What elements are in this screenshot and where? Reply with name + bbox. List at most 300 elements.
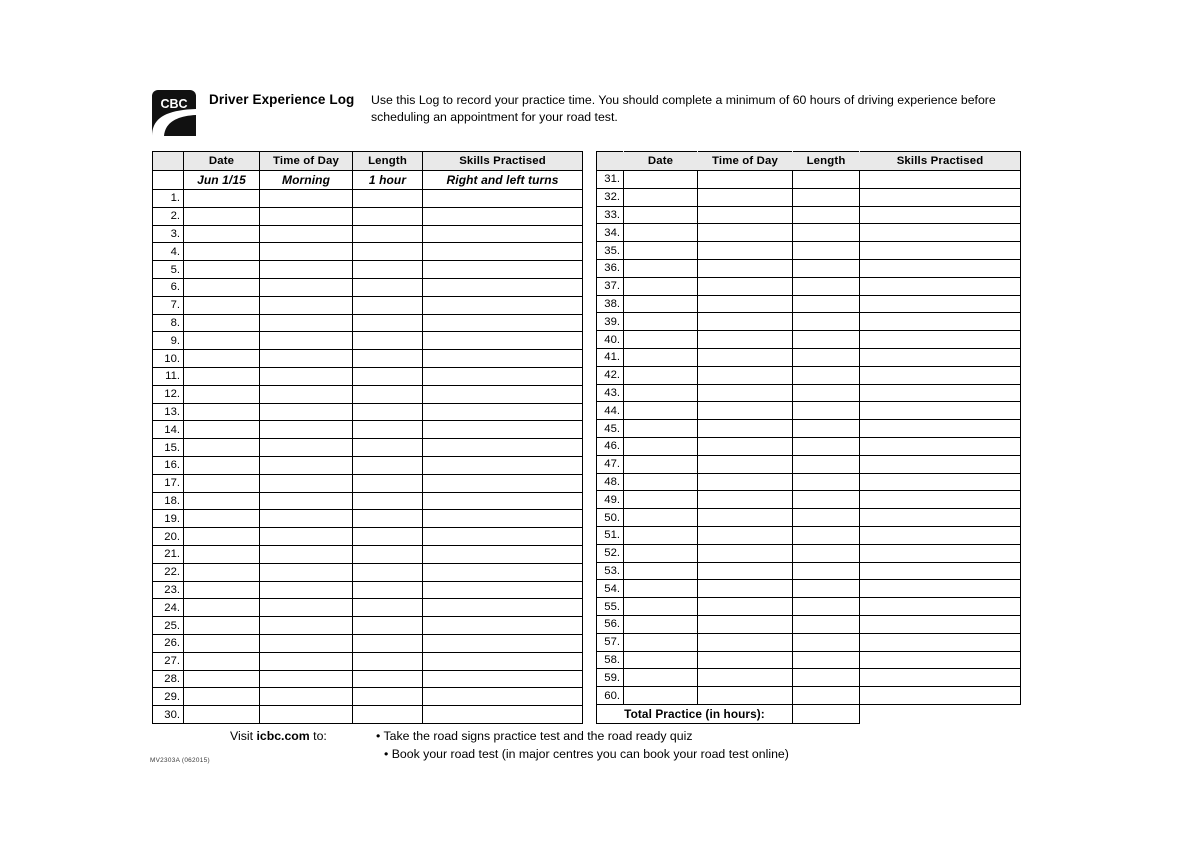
date-cell[interactable] bbox=[624, 687, 698, 705]
time-cell[interactable] bbox=[260, 278, 353, 296]
date-cell[interactable] bbox=[624, 598, 698, 616]
date-cell[interactable] bbox=[184, 599, 260, 617]
length-cell[interactable] bbox=[793, 206, 860, 224]
time-cell[interactable] bbox=[698, 348, 793, 366]
time-cell[interactable] bbox=[698, 437, 793, 455]
date-cell[interactable] bbox=[184, 492, 260, 510]
date-cell[interactable] bbox=[184, 563, 260, 581]
skills-cell[interactable] bbox=[860, 509, 1021, 527]
header-length: Length bbox=[353, 152, 423, 171]
time-cell[interactable] bbox=[260, 225, 353, 243]
length-cell[interactable] bbox=[353, 278, 423, 296]
length-cell[interactable] bbox=[793, 509, 860, 527]
length-cell[interactable] bbox=[793, 437, 860, 455]
length-cell[interactable] bbox=[793, 384, 860, 402]
length-cell[interactable] bbox=[353, 599, 423, 617]
date-cell[interactable] bbox=[624, 580, 698, 598]
date-cell[interactable] bbox=[624, 331, 698, 349]
row-number: 19. bbox=[153, 510, 184, 528]
skills-cell[interactable] bbox=[860, 615, 1021, 633]
skills-cell[interactable] bbox=[423, 225, 583, 243]
time-cell[interactable] bbox=[698, 509, 793, 527]
time-cell[interactable] bbox=[260, 314, 353, 332]
length-cell[interactable] bbox=[793, 188, 860, 206]
skills-cell[interactable] bbox=[423, 190, 583, 208]
length-cell[interactable] bbox=[353, 243, 423, 261]
date-cell[interactable] bbox=[624, 313, 698, 331]
time-cell[interactable] bbox=[698, 615, 793, 633]
table-row bbox=[597, 509, 1021, 527]
skills-cell[interactable] bbox=[423, 581, 583, 599]
skills-cell[interactable] bbox=[423, 706, 583, 724]
skills-cell[interactable] bbox=[423, 243, 583, 261]
length-cell[interactable] bbox=[353, 563, 423, 581]
date-cell[interactable] bbox=[624, 259, 698, 277]
date-cell[interactable] bbox=[624, 171, 698, 189]
date-cell[interactable] bbox=[624, 455, 698, 473]
table-row bbox=[597, 402, 1021, 420]
table-row bbox=[597, 295, 1021, 313]
date-cell[interactable] bbox=[184, 261, 260, 279]
date-cell[interactable] bbox=[624, 615, 698, 633]
length-cell[interactable] bbox=[353, 261, 423, 279]
time-cell[interactable] bbox=[260, 367, 353, 385]
table-row bbox=[597, 437, 1021, 455]
date-cell[interactable] bbox=[184, 670, 260, 688]
skills-cell[interactable] bbox=[423, 207, 583, 225]
date-cell[interactable] bbox=[184, 510, 260, 528]
date-cell[interactable] bbox=[624, 544, 698, 562]
row-number: 42. bbox=[597, 366, 624, 384]
time-cell[interactable] bbox=[260, 332, 353, 350]
length-cell[interactable] bbox=[793, 580, 860, 598]
length-cell[interactable] bbox=[353, 296, 423, 314]
skills-cell[interactable] bbox=[423, 278, 583, 296]
time-cell[interactable] bbox=[260, 581, 353, 599]
date-cell[interactable] bbox=[184, 706, 260, 724]
date-cell[interactable] bbox=[624, 242, 698, 260]
skills-cell[interactable] bbox=[423, 403, 583, 421]
date-cell[interactable] bbox=[184, 207, 260, 225]
skills-cell[interactable] bbox=[423, 528, 583, 546]
time-cell[interactable] bbox=[698, 580, 793, 598]
length-cell[interactable] bbox=[353, 706, 423, 724]
skills-cell[interactable] bbox=[860, 348, 1021, 366]
logo-text: CBC bbox=[160, 97, 188, 111]
time-cell[interactable] bbox=[260, 403, 353, 421]
table-row bbox=[153, 421, 583, 439]
skills-cell[interactable] bbox=[860, 633, 1021, 651]
time-cell[interactable] bbox=[698, 171, 793, 189]
skills-cell[interactable] bbox=[423, 599, 583, 617]
date-cell[interactable] bbox=[184, 190, 260, 208]
skills-cell[interactable] bbox=[860, 580, 1021, 598]
length-cell[interactable] bbox=[353, 528, 423, 546]
skills-cell[interactable] bbox=[860, 455, 1021, 473]
date-cell[interactable] bbox=[184, 617, 260, 635]
time-cell[interactable] bbox=[698, 526, 793, 544]
date-cell[interactable] bbox=[184, 332, 260, 350]
visit-prefix: Visit bbox=[230, 729, 257, 743]
length-cell[interactable] bbox=[793, 224, 860, 242]
time-cell[interactable] bbox=[260, 385, 353, 403]
time-cell[interactable] bbox=[260, 617, 353, 635]
table-body-left bbox=[153, 171, 583, 724]
row-number: 7. bbox=[153, 296, 184, 314]
row-number: 1. bbox=[153, 190, 184, 208]
skills-cell[interactable] bbox=[860, 526, 1021, 544]
date-cell[interactable] bbox=[184, 243, 260, 261]
time-cell[interactable] bbox=[260, 421, 353, 439]
date-cell[interactable] bbox=[624, 420, 698, 438]
length-cell[interactable] bbox=[793, 313, 860, 331]
length-cell[interactable] bbox=[353, 617, 423, 635]
example-row bbox=[153, 171, 583, 190]
date-cell[interactable] bbox=[184, 350, 260, 368]
skills-cell[interactable] bbox=[860, 366, 1021, 384]
time-cell[interactable] bbox=[698, 491, 793, 509]
header-row bbox=[597, 152, 1021, 171]
skills-cell[interactable] bbox=[860, 277, 1021, 295]
time-cell[interactable] bbox=[260, 563, 353, 581]
table-row bbox=[153, 581, 583, 599]
time-cell[interactable] bbox=[698, 313, 793, 331]
date-cell[interactable] bbox=[624, 651, 698, 669]
length-cell[interactable] bbox=[793, 598, 860, 616]
time-cell[interactable] bbox=[260, 492, 353, 510]
length-cell[interactable] bbox=[353, 474, 423, 492]
length-cell[interactable] bbox=[353, 385, 423, 403]
length-cell[interactable] bbox=[793, 651, 860, 669]
skills-cell[interactable] bbox=[860, 331, 1021, 349]
time-cell[interactable] bbox=[698, 188, 793, 206]
date-cell[interactable] bbox=[184, 385, 260, 403]
date-cell[interactable] bbox=[624, 473, 698, 491]
time-cell[interactable] bbox=[698, 633, 793, 651]
skills-cell[interactable] bbox=[423, 261, 583, 279]
time-cell[interactable] bbox=[698, 224, 793, 242]
row-number: 52. bbox=[597, 544, 624, 562]
row-number: 57. bbox=[597, 633, 624, 651]
length-cell[interactable] bbox=[793, 491, 860, 509]
table-row bbox=[153, 634, 583, 652]
time-cell[interactable] bbox=[260, 652, 353, 670]
length-cell[interactable] bbox=[353, 652, 423, 670]
length-cell[interactable] bbox=[353, 439, 423, 457]
length-cell[interactable] bbox=[793, 455, 860, 473]
time-cell[interactable] bbox=[260, 510, 353, 528]
table-row bbox=[597, 259, 1021, 277]
length-cell[interactable] bbox=[793, 171, 860, 189]
skills-cell[interactable] bbox=[423, 439, 583, 457]
table-row bbox=[597, 473, 1021, 491]
skills-cell[interactable] bbox=[423, 456, 583, 474]
date-cell[interactable] bbox=[624, 384, 698, 402]
date-cell[interactable] bbox=[184, 367, 260, 385]
skills-cell[interactable] bbox=[423, 474, 583, 492]
footer-bullet-2: • Book your road test (in major centres you can book your road test online) bbox=[384, 747, 789, 761]
length-cell[interactable] bbox=[793, 544, 860, 562]
time-cell[interactable] bbox=[698, 687, 793, 705]
date-cell[interactable] bbox=[184, 545, 260, 563]
skills-cell[interactable] bbox=[423, 617, 583, 635]
time-cell[interactable] bbox=[260, 545, 353, 563]
practice-log-table-left bbox=[152, 151, 583, 724]
skills-cell[interactable] bbox=[860, 651, 1021, 669]
date-cell[interactable] bbox=[624, 509, 698, 527]
date-cell[interactable] bbox=[184, 688, 260, 706]
time-cell[interactable] bbox=[698, 206, 793, 224]
time-cell[interactable] bbox=[698, 669, 793, 687]
time-cell[interactable] bbox=[698, 295, 793, 313]
length-cell[interactable] bbox=[793, 331, 860, 349]
time-cell[interactable] bbox=[260, 243, 353, 261]
header-date: Date bbox=[184, 152, 260, 171]
table-row bbox=[153, 599, 583, 617]
row-number: 58. bbox=[597, 651, 624, 669]
length-cell[interactable] bbox=[793, 633, 860, 651]
date-cell[interactable] bbox=[624, 491, 698, 509]
length-cell[interactable] bbox=[353, 670, 423, 688]
table-row bbox=[153, 278, 583, 296]
time-cell[interactable] bbox=[260, 350, 353, 368]
skills-cell[interactable] bbox=[860, 242, 1021, 260]
row-number: 20. bbox=[153, 528, 184, 546]
date-cell[interactable] bbox=[624, 437, 698, 455]
length-cell[interactable] bbox=[353, 190, 423, 208]
length-cell[interactable] bbox=[353, 634, 423, 652]
date-cell[interactable] bbox=[624, 348, 698, 366]
skills-cell[interactable] bbox=[423, 350, 583, 368]
time-cell[interactable] bbox=[260, 474, 353, 492]
length-cell[interactable] bbox=[793, 277, 860, 295]
skills-cell[interactable] bbox=[423, 563, 583, 581]
skills-cell[interactable] bbox=[423, 421, 583, 439]
time-cell[interactable] bbox=[260, 207, 353, 225]
date-cell[interactable] bbox=[184, 581, 260, 599]
date-cell[interactable] bbox=[624, 295, 698, 313]
time-cell[interactable] bbox=[698, 562, 793, 580]
time-cell[interactable] bbox=[698, 259, 793, 277]
skills-cell[interactable] bbox=[860, 669, 1021, 687]
length-cell[interactable] bbox=[353, 314, 423, 332]
length-cell[interactable] bbox=[793, 259, 860, 277]
length-cell[interactable] bbox=[793, 420, 860, 438]
skills-cell[interactable] bbox=[860, 544, 1021, 562]
row-number: 36. bbox=[597, 259, 624, 277]
row-number: 13. bbox=[153, 403, 184, 421]
length-cell[interactable] bbox=[793, 402, 860, 420]
time-cell[interactable] bbox=[260, 634, 353, 652]
date-cell[interactable] bbox=[624, 206, 698, 224]
row-number: 21. bbox=[153, 545, 184, 563]
date-cell[interactable] bbox=[624, 562, 698, 580]
length-cell[interactable] bbox=[793, 615, 860, 633]
length-cell[interactable] bbox=[353, 456, 423, 474]
skills-cell[interactable] bbox=[860, 224, 1021, 242]
skills-cell[interactable] bbox=[423, 385, 583, 403]
skills-cell[interactable] bbox=[860, 402, 1021, 420]
table-row bbox=[597, 526, 1021, 544]
row-number: 33. bbox=[597, 206, 624, 224]
table-row bbox=[153, 652, 583, 670]
length-cell[interactable] bbox=[793, 366, 860, 384]
date-cell[interactable] bbox=[184, 225, 260, 243]
time-cell[interactable] bbox=[698, 366, 793, 384]
length-cell[interactable] bbox=[353, 581, 423, 599]
time-cell[interactable] bbox=[698, 473, 793, 491]
skills-cell[interactable] bbox=[860, 562, 1021, 580]
time-cell[interactable] bbox=[260, 261, 353, 279]
length-cell[interactable] bbox=[353, 492, 423, 510]
length-cell[interactable] bbox=[793, 242, 860, 260]
row-number: 47. bbox=[597, 455, 624, 473]
time-cell[interactable] bbox=[698, 277, 793, 295]
time-cell[interactable] bbox=[698, 598, 793, 616]
time-cell[interactable] bbox=[698, 544, 793, 562]
time-cell[interactable] bbox=[260, 190, 353, 208]
length-cell[interactable] bbox=[353, 332, 423, 350]
date-cell[interactable] bbox=[184, 439, 260, 457]
table-row bbox=[153, 296, 583, 314]
skills-cell[interactable] bbox=[860, 295, 1021, 313]
row-number: 26. bbox=[153, 634, 184, 652]
skills-cell[interactable] bbox=[860, 491, 1021, 509]
skills-cell[interactable] bbox=[860, 259, 1021, 277]
row-number: 9. bbox=[153, 332, 184, 350]
date-cell[interactable] bbox=[184, 296, 260, 314]
date-cell[interactable] bbox=[624, 188, 698, 206]
time-cell[interactable] bbox=[698, 455, 793, 473]
row-number: 54. bbox=[597, 580, 624, 598]
skills-cell[interactable] bbox=[860, 687, 1021, 705]
row-number: 5. bbox=[153, 261, 184, 279]
row-number: 60. bbox=[597, 687, 624, 705]
length-cell[interactable] bbox=[353, 421, 423, 439]
date-cell[interactable] bbox=[184, 314, 260, 332]
skills-cell[interactable] bbox=[860, 598, 1021, 616]
length-cell[interactable] bbox=[353, 207, 423, 225]
date-cell[interactable] bbox=[184, 278, 260, 296]
date-cell[interactable] bbox=[184, 421, 260, 439]
skills-cell[interactable] bbox=[423, 545, 583, 563]
time-cell[interactable] bbox=[260, 688, 353, 706]
date-cell[interactable] bbox=[184, 634, 260, 652]
length-cell[interactable] bbox=[353, 403, 423, 421]
time-cell[interactable] bbox=[260, 599, 353, 617]
length-cell[interactable] bbox=[353, 350, 423, 368]
length-cell[interactable] bbox=[793, 687, 860, 705]
time-cell[interactable] bbox=[698, 420, 793, 438]
date-cell[interactable] bbox=[624, 669, 698, 687]
skills-cell[interactable] bbox=[423, 634, 583, 652]
length-cell[interactable] bbox=[353, 225, 423, 243]
skills-cell[interactable] bbox=[860, 420, 1021, 438]
date-cell[interactable] bbox=[184, 403, 260, 421]
time-cell[interactable] bbox=[698, 331, 793, 349]
skills-cell[interactable] bbox=[423, 332, 583, 350]
table-row bbox=[597, 580, 1021, 598]
time-cell[interactable] bbox=[260, 706, 353, 724]
document-header bbox=[152, 88, 1032, 140]
skills-cell[interactable] bbox=[860, 313, 1021, 331]
row-number: 6. bbox=[153, 278, 184, 296]
time-cell[interactable] bbox=[698, 384, 793, 402]
date-cell[interactable] bbox=[184, 528, 260, 546]
skills-cell[interactable] bbox=[423, 670, 583, 688]
date-cell[interactable] bbox=[184, 652, 260, 670]
header-date: Date bbox=[624, 152, 698, 171]
table-row bbox=[153, 439, 583, 457]
row-number: 56. bbox=[597, 615, 624, 633]
table-head-left bbox=[153, 152, 583, 171]
length-cell[interactable] bbox=[793, 348, 860, 366]
skills-cell[interactable] bbox=[423, 367, 583, 385]
table-head-right bbox=[597, 152, 1021, 171]
length-cell[interactable] bbox=[353, 545, 423, 563]
skills-cell[interactable] bbox=[423, 652, 583, 670]
row-number: 11. bbox=[153, 367, 184, 385]
time-cell[interactable] bbox=[698, 242, 793, 260]
length-cell[interactable] bbox=[353, 688, 423, 706]
time-cell[interactable] bbox=[698, 651, 793, 669]
length-cell[interactable] bbox=[793, 526, 860, 544]
length-cell[interactable] bbox=[353, 367, 423, 385]
total-practice-value[interactable] bbox=[793, 704, 860, 723]
row-number: 31. bbox=[597, 171, 624, 189]
skills-cell[interactable] bbox=[423, 314, 583, 332]
date-cell[interactable] bbox=[184, 456, 260, 474]
time-cell[interactable] bbox=[260, 439, 353, 457]
time-cell[interactable] bbox=[260, 528, 353, 546]
skills-cell[interactable] bbox=[423, 492, 583, 510]
skills-cell[interactable] bbox=[423, 510, 583, 528]
time-cell[interactable] bbox=[260, 670, 353, 688]
length-cell[interactable] bbox=[793, 669, 860, 687]
time-cell[interactable] bbox=[260, 296, 353, 314]
skills-cell[interactable] bbox=[860, 437, 1021, 455]
length-cell[interactable] bbox=[793, 295, 860, 313]
date-cell[interactable] bbox=[624, 402, 698, 420]
date-cell[interactable] bbox=[184, 474, 260, 492]
date-cell[interactable] bbox=[624, 633, 698, 651]
skills-cell[interactable] bbox=[860, 384, 1021, 402]
footer-bullet-1: • Take the road signs practice test and the road ready quiz bbox=[376, 729, 693, 743]
time-cell[interactable] bbox=[260, 456, 353, 474]
total-practice-label: Total Practice (in hours): bbox=[597, 704, 793, 723]
table-row bbox=[153, 190, 583, 208]
length-cell[interactable] bbox=[793, 473, 860, 491]
length-cell[interactable] bbox=[353, 510, 423, 528]
header-row bbox=[153, 152, 583, 171]
skills-cell[interactable] bbox=[860, 473, 1021, 491]
skills-cell[interactable] bbox=[860, 171, 1021, 189]
row-number: 55. bbox=[597, 598, 624, 616]
row-number: 25. bbox=[153, 617, 184, 635]
date-cell[interactable] bbox=[624, 277, 698, 295]
table-row bbox=[153, 545, 583, 563]
skills-cell[interactable] bbox=[860, 188, 1021, 206]
icbc-website-link[interactable]: icbc.com bbox=[256, 729, 310, 743]
date-cell[interactable] bbox=[624, 366, 698, 384]
skills-cell[interactable] bbox=[423, 296, 583, 314]
length-cell[interactable] bbox=[793, 562, 860, 580]
skills-cell[interactable] bbox=[423, 688, 583, 706]
skills-cell[interactable] bbox=[860, 206, 1021, 224]
time-cell[interactable] bbox=[698, 402, 793, 420]
date-cell[interactable] bbox=[624, 224, 698, 242]
date-cell[interactable] bbox=[624, 526, 698, 544]
